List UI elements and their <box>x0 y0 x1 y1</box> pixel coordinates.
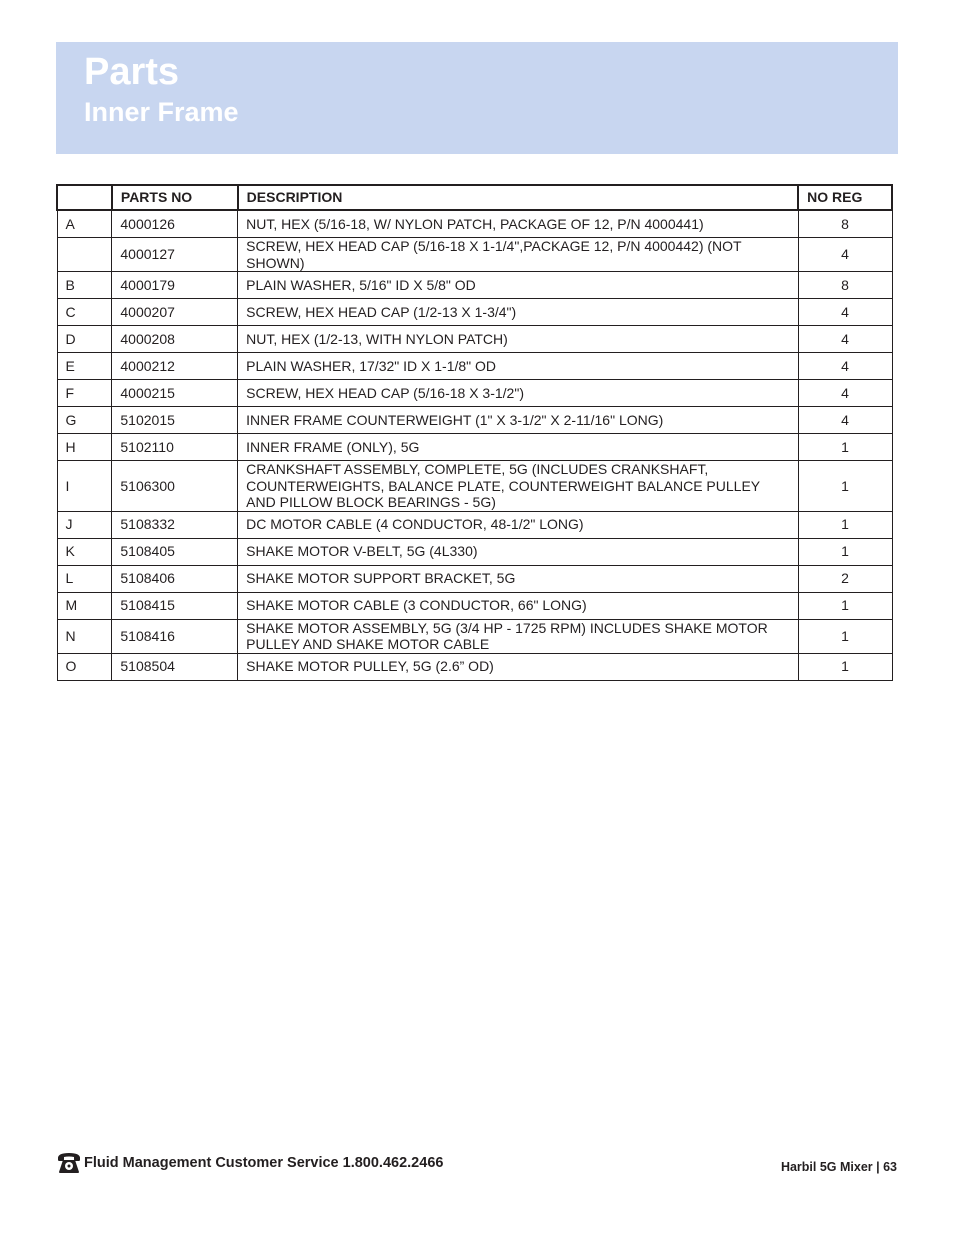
part-number-cell: 5108416 <box>112 619 238 653</box>
quantity-cell: 4 <box>798 326 892 353</box>
part-number-cell: 5108406 <box>112 565 238 592</box>
quantity-cell: 1 <box>798 434 892 461</box>
description-cell: SCREW, HEX HEAD CAP (5/16-18 X 3-1/2") <box>238 380 798 407</box>
row-key-cell: A <box>57 210 112 238</box>
page-title: Parts <box>84 51 180 93</box>
phone-icon <box>56 1152 82 1174</box>
part-number-cell: 4000212 <box>112 353 238 380</box>
part-number-cell: 4000127 <box>112 238 238 272</box>
quantity-cell: 4 <box>798 380 892 407</box>
table-row <box>57 619 892 653</box>
quantity-cell: 1 <box>798 653 892 680</box>
customer-service-text: Fluid Management Customer Service 1.800.462.2466 <box>84 1155 444 1171</box>
table-row <box>57 210 892 238</box>
quantity-cell: 2 <box>798 565 892 592</box>
part-number-cell: 5108332 <box>112 511 238 538</box>
description-cell: CRANKSHAFT ASSEMBLY, COMPLETE, 5G (INCLUDES CRANKSHAFT, COUNTERWEIGHTS, BALANCE PLATE, COUNTERWEIGHT BALANCE PULLEY AND PILLOW BLOCK BEARINGS - 5G) <box>238 461 798 512</box>
table-header-row <box>57 185 892 210</box>
part-number-cell: 5102110 <box>112 434 238 461</box>
row-key-cell: E <box>57 353 112 380</box>
description-cell: SHAKE MOTOR V-BELT, 5G (4L330) <box>238 538 798 565</box>
part-number-cell: 4000179 <box>112 272 238 299</box>
description-cell: INNER FRAME COUNTERWEIGHT (1" X 3-1/2" X 2-11/16" LONG) <box>238 407 798 434</box>
quantity-cell: 1 <box>798 592 892 619</box>
description-cell: SHAKE MOTOR SUPPORT BRACKET, 5G <box>238 565 798 592</box>
quantity-cell: 4 <box>798 407 892 434</box>
row-key-cell: D <box>57 326 112 353</box>
page-subtitle: Inner Frame <box>84 97 239 127</box>
row-key-cell: F <box>57 380 112 407</box>
table-row <box>57 653 892 680</box>
quantity-cell: 1 <box>798 461 892 512</box>
row-key-cell: L <box>57 565 112 592</box>
description-cell: SCREW, HEX HEAD CAP (1/2-13 X 1-3/4") <box>238 299 798 326</box>
row-key-cell: C <box>57 299 112 326</box>
part-number-cell: 5106300 <box>112 461 238 512</box>
quantity-cell: 8 <box>798 272 892 299</box>
quantity-cell: 8 <box>798 210 892 238</box>
description-cell: DC MOTOR CABLE (4 CONDUCTOR, 48-1/2" LONG) <box>238 511 798 538</box>
quantity-cell: 1 <box>798 538 892 565</box>
column-header-description: DESCRIPTION <box>238 185 798 210</box>
header-banner <box>56 42 898 154</box>
table-row <box>57 353 892 380</box>
row-key-cell: J <box>57 511 112 538</box>
table-row <box>57 538 892 565</box>
row-key-cell: N <box>57 619 112 653</box>
description-cell: SHAKE MOTOR ASSEMBLY, 5G (3/4 HP - 1725 RPM) INCLUDES SHAKE MOTOR PULLEY AND SHAKE MOTOR CABLE <box>238 619 798 653</box>
part-number-cell: 4000208 <box>112 326 238 353</box>
table-row <box>57 434 892 461</box>
table-row <box>57 407 892 434</box>
row-key-cell <box>57 238 112 272</box>
description-cell: INNER FRAME (ONLY), 5G <box>238 434 798 461</box>
column-header-no-reg: NO REG <box>798 185 892 210</box>
part-number-cell: 4000126 <box>112 210 238 238</box>
description-cell: SHAKE MOTOR CABLE (3 CONDUCTOR, 66" LONG) <box>238 592 798 619</box>
table-row <box>57 380 892 407</box>
table-row <box>57 461 892 512</box>
quantity-cell: 4 <box>798 299 892 326</box>
quantity-cell: 4 <box>798 238 892 272</box>
row-key-cell: O <box>57 653 112 680</box>
table-row <box>57 272 892 299</box>
footer-service <box>56 1152 443 1174</box>
column-header-key <box>57 185 112 210</box>
row-key-cell: G <box>57 407 112 434</box>
description-cell: SCREW, HEX HEAD CAP (5/16-18 X 1-1/4",PACKAGE 12, P/N 4000442) (NOT SHOWN) <box>238 238 798 272</box>
row-key-cell: I <box>57 461 112 512</box>
description-cell: SHAKE MOTOR PULLEY, 5G (2.6” OD) <box>238 653 798 680</box>
description-cell: NUT, HEX (5/16-18, W/ NYLON PATCH, PACKAGE OF 12, P/N 4000441) <box>238 210 798 238</box>
description-cell: PLAIN WASHER, 5/16" ID X 5/8" OD <box>238 272 798 299</box>
quantity-cell: 1 <box>798 511 892 538</box>
table-row <box>57 511 892 538</box>
description-cell: PLAIN WASHER, 17/32" ID X 1-1/8" OD <box>238 353 798 380</box>
part-number-cell: 5108504 <box>112 653 238 680</box>
row-key-cell: B <box>57 272 112 299</box>
part-number-cell: 5108405 <box>112 538 238 565</box>
part-number-cell: 4000215 <box>112 380 238 407</box>
parts-table-body <box>57 210 892 680</box>
table-row <box>57 299 892 326</box>
part-number-cell: 4000207 <box>112 299 238 326</box>
page-footer-label: Harbil 5G Mixer | 63 <box>780 1160 897 1174</box>
column-header-parts-no: PARTS NO <box>112 185 238 210</box>
part-number-cell: 5108415 <box>112 592 238 619</box>
table-row <box>57 238 892 272</box>
row-key-cell: K <box>57 538 112 565</box>
part-number-cell: 5102015 <box>112 407 238 434</box>
table-row <box>57 326 892 353</box>
row-key-cell: H <box>57 434 112 461</box>
description-cell: NUT, HEX (1/2-13, WITH NYLON PATCH) <box>238 326 798 353</box>
table-row <box>57 565 892 592</box>
quantity-cell: 1 <box>798 619 892 653</box>
quantity-cell: 4 <box>798 353 892 380</box>
row-key-cell: M <box>57 592 112 619</box>
parts-table <box>56 184 893 681</box>
table-row <box>57 592 892 619</box>
